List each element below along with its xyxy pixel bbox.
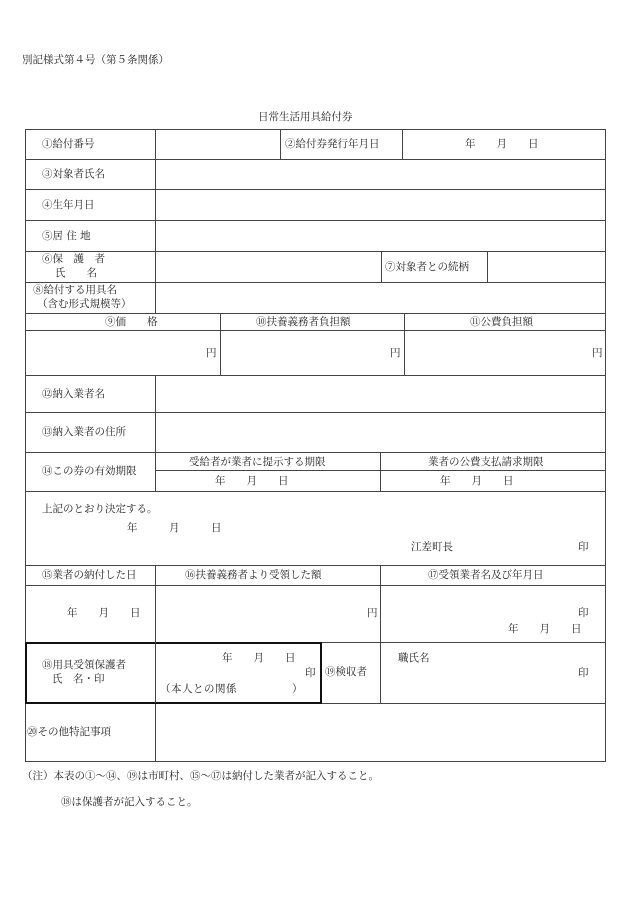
label-family-burden: ⑩扶養義務者負担額 [256, 316, 351, 328]
yen-price: 円 [206, 347, 217, 359]
decision-text: 上記のとおり決定する。 [42, 503, 158, 515]
label-validity: ⑭この券の有効期限 [42, 465, 137, 477]
label-special-notes: ⑳その他特記事項 [27, 726, 111, 738]
row-divider [25, 585, 606, 586]
label-birth-date: ④生年月日 [42, 199, 95, 211]
label-staff-name: 職氏名 [398, 652, 430, 664]
guardian-seal: 印 [305, 667, 316, 679]
row-divider [25, 189, 606, 190]
label-equipment-name: ⑧給付する用具名 [33, 284, 117, 296]
col-divider [155, 129, 156, 313]
relationship-field: （本人との関係 ） [160, 683, 303, 695]
form-reference: 別記様式第４号（第５条関係） [22, 54, 169, 66]
col-divider [487, 251, 488, 282]
validity-present-ymd: 年 月 日 [215, 475, 289, 487]
inspector-seal: 印 [578, 667, 589, 679]
label-validity-present: 受給者が業者に提示する期限 [189, 456, 326, 468]
col-divider [380, 452, 381, 491]
row-divider [25, 375, 606, 376]
label-public-burden: ⑪公費負担額 [470, 316, 533, 328]
label-issue-number: ①給付番号 [42, 138, 95, 150]
row-divider [25, 251, 606, 252]
label-residence: ⑤居 住 地 [42, 230, 91, 242]
issue-date-ymd: 年 月 日 [465, 138, 539, 150]
receipt-ymd: 年 月 日 [222, 652, 296, 664]
vendor-ymd: 年 月 日 [508, 623, 582, 635]
row-divider [25, 491, 606, 492]
col-divider [402, 129, 403, 159]
label-guardian-receipt: ⑱用具受領保護者 [42, 659, 126, 671]
yen-family: 円 [390, 347, 401, 359]
col-divider [220, 313, 221, 375]
col-divider [155, 565, 156, 642]
row-divider [25, 159, 606, 160]
vendor-seal: 印 [578, 607, 589, 619]
form-title: 日常生活用具給付券 [258, 111, 353, 123]
label-guardian-seal: 氏 名・印 [52, 673, 105, 685]
label-inspector: ⑲検収者 [325, 666, 367, 678]
label-receiving-vendor: ⑰受領業者名及び年月日 [428, 569, 544, 581]
label-relationship: ⑦対象者との続柄 [385, 261, 469, 273]
label-guardian: ⑥保 護 者 [42, 253, 105, 265]
label-price: ⑨価 格 [105, 316, 158, 328]
col-divider [155, 642, 156, 703]
col-divider [155, 703, 156, 762]
col-divider [381, 251, 382, 282]
label-received-amount: ⑯扶養義務者より受領した額 [185, 569, 322, 581]
col-divider [404, 313, 405, 375]
row-divider [25, 220, 606, 221]
col-divider [380, 565, 381, 703]
label-recipient-name: ③対象者氏名 [42, 168, 105, 180]
yen-received: 円 [367, 607, 378, 619]
label-vendor-address: ⑬納入業者の住所 [42, 426, 126, 438]
label-validity-claim: 業者の公費支払請求期限 [428, 456, 544, 468]
decision-date: 年 月 日 [127, 522, 222, 534]
col-divider [155, 375, 156, 491]
row-divider [25, 565, 606, 566]
yen-public: 円 [592, 347, 603, 359]
label-guardian-name: 氏 名 [55, 267, 97, 279]
col-divider [280, 129, 281, 159]
mayor-title: 江差町長 [411, 541, 453, 553]
label-issue-date: ②給付券発行年月日 [285, 138, 380, 150]
row-divider [25, 313, 606, 314]
row-divider [25, 452, 606, 453]
row-divider [25, 330, 606, 331]
label-equipment-spec: （含む形式規模等） [37, 298, 132, 310]
note-line-1: （注）本表の①～⑭、⑲は市町村、⑮～⑰は納付した業者が記入すること。 [22, 770, 379, 782]
validity-claim-ymd: 年 月 日 [440, 475, 514, 487]
row-divider [25, 282, 606, 283]
note-line-2: ⑱は保護者が記入すること。 [61, 796, 198, 808]
row-divider [25, 412, 606, 413]
label-delivery-date: ⑮業者の納付した日 [42, 569, 137, 581]
label-vendor-name: ⑫納入業者名 [42, 388, 105, 400]
mayor-seal: 印 [578, 541, 589, 553]
delivery-date-ymd: 年 月 日 [67, 607, 141, 619]
